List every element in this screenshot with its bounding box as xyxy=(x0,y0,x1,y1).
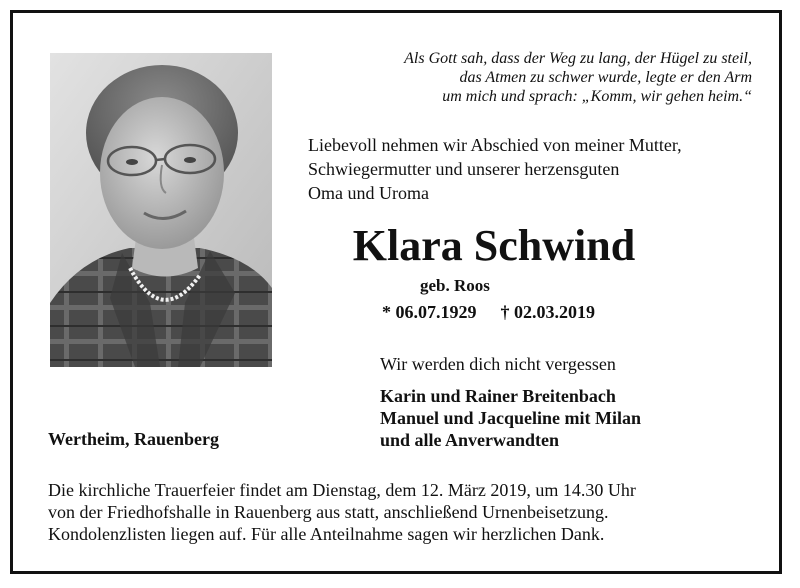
ceremony-line: Die kirchliche Trauerfeier findet am Dienstag, dem 12. März 2019, um 14.30 Uhr xyxy=(48,480,636,500)
remember-line: Wir werden dich nicht vergessen xyxy=(380,354,616,374)
birth-name: geb. Roos xyxy=(420,276,490,295)
farewell-line: Oma und Uroma xyxy=(308,183,429,203)
farewell-line: Schwiegermutter und unserer herzensguten xyxy=(308,159,620,179)
poem-verse xyxy=(404,49,752,106)
poem-line: das Atmen zu schwer wurde, legte er den Arm xyxy=(459,69,752,86)
mourner-line: Manuel und Jacqueline mit Milan xyxy=(380,408,642,428)
ceremony-line: Kondolenzlisten liegen auf. Für alle Anteilnahme sagen wir herzlichen Dank. xyxy=(48,524,605,544)
life-dates xyxy=(382,302,595,323)
death-date: † 02.03.2019 xyxy=(500,302,595,322)
place-name: Wertheim, Rauenberg xyxy=(48,429,219,449)
poem-line: Als Gott sah, dass der Weg zu lang, der Hügel zu steil, xyxy=(404,50,752,67)
ceremony-details xyxy=(48,479,636,545)
mourner-line: Karin und Rainer Breitenbach xyxy=(380,386,616,406)
farewell-text xyxy=(308,133,682,205)
portrait-image xyxy=(50,53,272,367)
deceased-name: Klara Schwind xyxy=(352,221,636,270)
portrait-photo xyxy=(50,53,272,367)
ceremony-line: von der Friedhofshalle in Rauenberg aus statt, anschließend Urnenbeisetzung. xyxy=(48,502,609,522)
birth-date: * 06.07.1929 xyxy=(382,302,477,322)
mourners-list xyxy=(380,385,641,451)
poem-line: um mich und sprach: „Komm, wir gehen heim.“ xyxy=(442,88,752,105)
farewell-line: Liebevoll nehmen wir Abschied von meiner Mutter, xyxy=(308,135,682,155)
mourner-line: und alle Anverwandten xyxy=(380,430,560,450)
